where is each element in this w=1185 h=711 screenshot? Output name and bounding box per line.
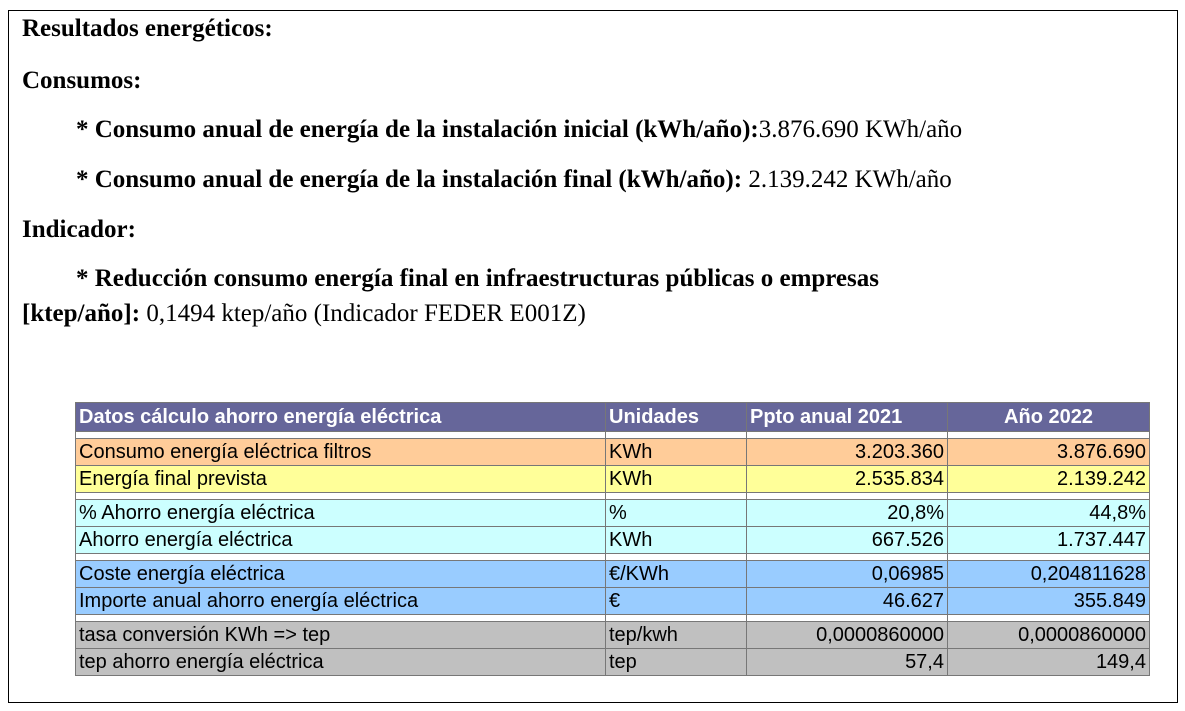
consumo-final-line [76, 166, 952, 194]
row-ppto-2021: 0,0000860000 [747, 622, 948, 649]
row-ano-2022: 1.737.447 [948, 527, 1150, 554]
row-ano-2022: 149,4 [948, 649, 1150, 676]
table-spacer [76, 615, 1150, 622]
table-header-row [76, 403, 1150, 432]
indicador-label-line2: [ktep/año]: [22, 300, 141, 327]
row-ppto-2021: 3.203.360 [747, 439, 948, 466]
consumo-inicial-line [76, 116, 962, 144]
heading-resultados: Resultados energéticos: [22, 15, 273, 42]
row-ano-2022: 44,8% [948, 500, 1150, 527]
consumo-inicial-value: 3.876.690 KWh/año [758, 116, 963, 143]
header-unidades: Unidades [606, 403, 747, 432]
table-row [76, 561, 1150, 588]
row-ano-2022: 0,0000860000 [948, 622, 1150, 649]
row-label: Energía final prevista [76, 466, 606, 493]
table-row [76, 500, 1150, 527]
indicador-label-line1: * Reducción consumo energía final en infraestructuras públicas o empresas [76, 265, 879, 292]
row-label: Coste energía eléctrica [76, 561, 606, 588]
consumo-final-value: 2.139.242 KWh/año [748, 166, 952, 193]
row-ano-2022: 355.849 [948, 588, 1150, 615]
row-label: Consumo energía eléctrica filtros [76, 439, 606, 466]
row-ppto-2021: 2.535.834 [747, 466, 948, 493]
row-ppto-2021: 20,8% [747, 500, 948, 527]
table-row [76, 622, 1150, 649]
row-ppto-2021: 57,4 [747, 649, 948, 676]
row-unit: tep/kwh [606, 622, 747, 649]
consumo-final-label: * Consumo anual de energía de la instalación final (kWh/año): [76, 166, 743, 193]
header-ppto-2021: Ppto anual 2021 [747, 403, 948, 432]
table-row [76, 527, 1150, 554]
indicador-line2 [22, 300, 586, 328]
heading-indicador: Indicador: [22, 216, 136, 243]
header-datos: Datos cálculo ahorro energía eléctrica [76, 403, 606, 432]
row-unit: tep [606, 649, 747, 676]
row-unit: KWh [606, 439, 747, 466]
row-unit: KWh [606, 527, 747, 554]
table-spacer [76, 554, 1150, 561]
row-label: tasa conversión KWh => tep [76, 622, 606, 649]
header-ano-2022: Año 2022 [948, 403, 1150, 432]
energy-savings-table [75, 402, 1150, 676]
row-label: Ahorro energía eléctrica [76, 527, 606, 554]
row-label: % Ahorro energía eléctrica [76, 500, 606, 527]
table-row [76, 588, 1150, 615]
table-spacer [76, 493, 1150, 500]
row-label: tep ahorro energía eléctrica [76, 649, 606, 676]
row-ppto-2021: 46.627 [747, 588, 948, 615]
row-unit: KWh [606, 466, 747, 493]
row-ano-2022: 0,204811628 [948, 561, 1150, 588]
row-ppto-2021: 0,06985 [747, 561, 948, 588]
table-row [76, 649, 1150, 676]
consumo-inicial-label: * Consumo anual de energía de la instalación inicial (kWh/año): [76, 116, 759, 143]
row-unit: €/KWh [606, 561, 747, 588]
table-spacer [76, 432, 1150, 439]
indicador-value: 0,1494 ktep/año (Indicador FEDER E001Z) [146, 300, 586, 327]
row-ano-2022: 3.876.690 [948, 439, 1150, 466]
row-unit: % [606, 500, 747, 527]
table-row [76, 466, 1150, 493]
row-unit: € [606, 588, 747, 615]
row-ano-2022: 2.139.242 [948, 466, 1150, 493]
heading-consumos: Consumos: [22, 67, 142, 94]
row-ppto-2021: 667.526 [747, 527, 948, 554]
row-label: Importe anual ahorro energía eléctrica [76, 588, 606, 615]
table-row [76, 439, 1150, 466]
